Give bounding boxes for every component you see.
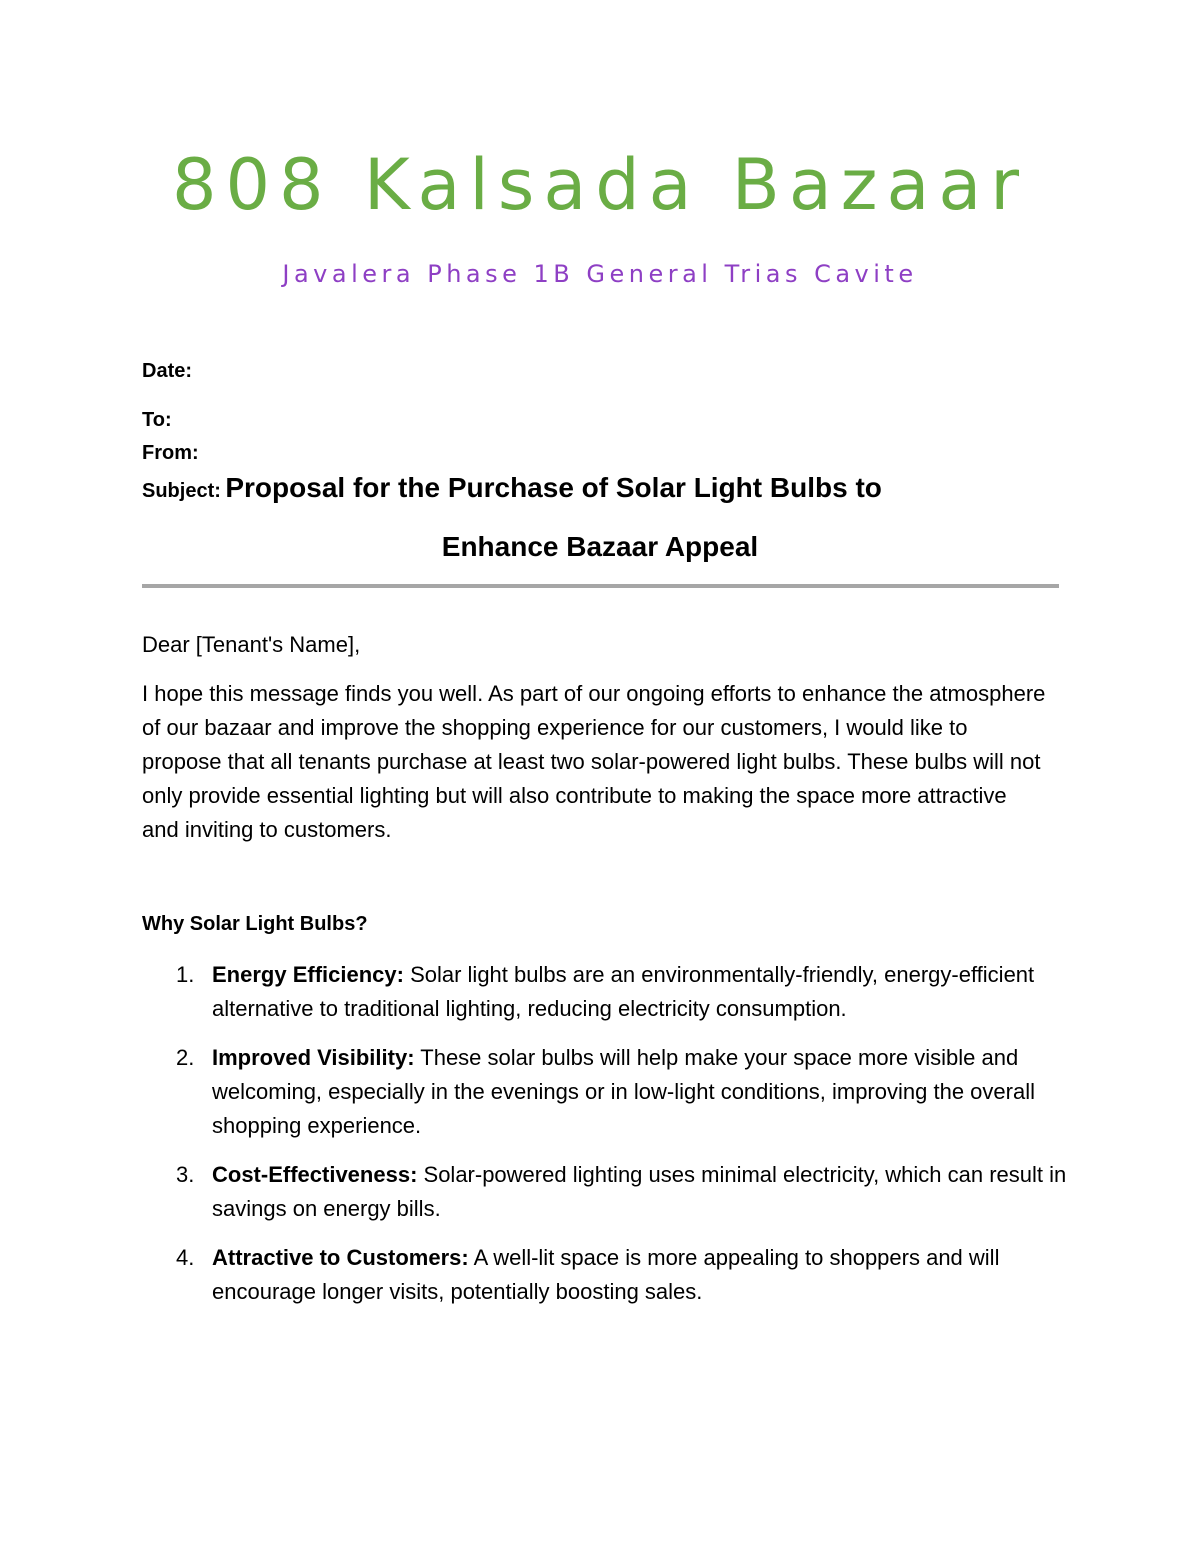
benefit-title: Energy Efficiency:	[212, 962, 404, 987]
list-number: 2.	[176, 1045, 195, 1070]
list-number: 1.	[176, 962, 195, 987]
benefit-text: A well-lit space is more appealing to shoppers and will encourage longer visits, potentially boosting sales.	[212, 1245, 1000, 1304]
bazaar-address: Javalera Phase 1B General Trias Cavite	[282, 260, 918, 288]
subject-label: Subject:	[142, 480, 221, 502]
benefit-title: Improved Visibility:	[212, 1045, 415, 1070]
list-item	[142, 1041, 1067, 1143]
benefits-list	[142, 958, 1067, 1324]
list-item	[142, 1241, 1067, 1309]
benefit-text: Solar-powered lighting uses minimal electricity, which can result in savings on energy bills.	[212, 1162, 1067, 1221]
to-label: To:	[142, 409, 172, 431]
subject-text-line1: Proposal for the Purchase of Solar Light Bulbs to	[225, 472, 882, 503]
date-label: Date:	[142, 360, 193, 382]
list-item	[142, 958, 1067, 1026]
benefit-text: These solar bulbs will help make your space more visible and welcoming, especially in the evenings or in low-light conditions, improving the overall shopping experience.	[212, 1045, 1035, 1138]
subject-line	[142, 474, 882, 502]
list-item	[142, 1158, 1067, 1226]
list-number: 3.	[176, 1162, 195, 1187]
subject-text-line2: Enhance Bazaar Appeal	[441, 531, 759, 562]
benefit-title: Attractive to Customers:	[212, 1245, 469, 1270]
bazaar-title: 808 Kalsada Bazaar	[171, 144, 1029, 226]
from-label: From:	[142, 442, 199, 464]
horizontal-divider	[142, 584, 1059, 588]
list-number: 4.	[176, 1245, 195, 1270]
section-heading: Why Solar Light Bulbs?	[142, 913, 368, 935]
benefit-text: Solar light bulbs are an environmentally-friendly, energy-efficient alternative to traditional lighting, reducing electricity consumption.	[212, 962, 1035, 1021]
intro-paragraph: I hope this message finds you well. As part of our ongoing efforts to enhance the atmosphere of our bazaar and improve the shopping experience for our customers, I would like to propose that all tenants purchase at least two solar-powered light bulbs. These bulbs will not only provide essential lighting but will also contribute to making the space more attractive and inviting to customers.	[142, 681, 1046, 842]
benefit-title: Cost-Effectiveness:	[212, 1162, 418, 1187]
greeting: Dear [Tenant's Name],	[142, 632, 361, 657]
